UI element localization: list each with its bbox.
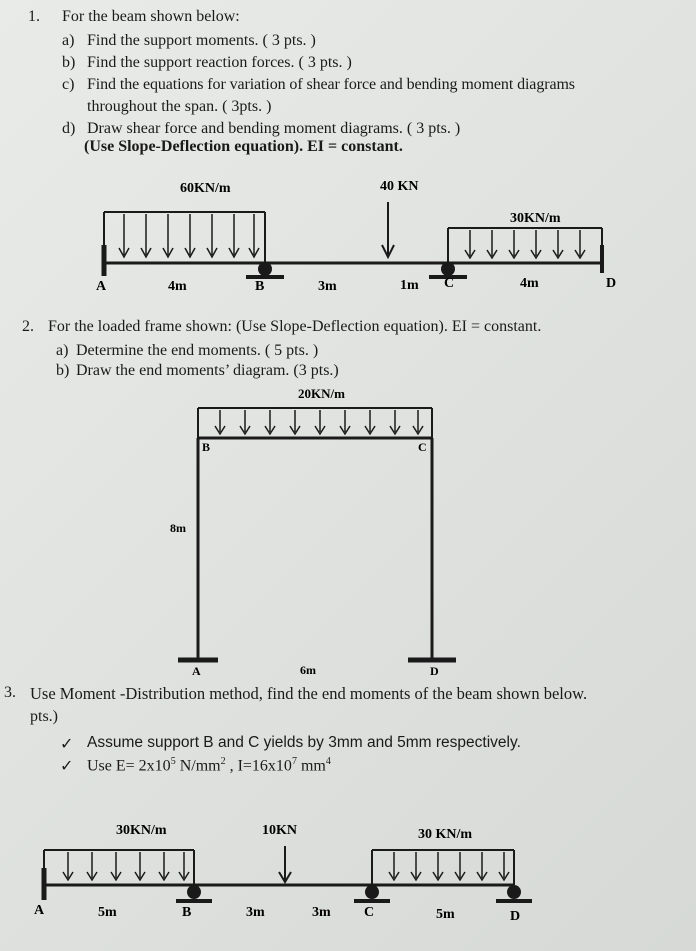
q3-span-b-load: 3m (246, 905, 265, 920)
q2-frame (198, 438, 432, 658)
q3-title: Use Moment -Distribution method, find the end moments of the beam shown below. (30, 684, 588, 703)
q1-span-cd: 4m (520, 276, 539, 291)
q3-span-ab: 5m (98, 905, 117, 920)
q2-load-20: 20KN/m (298, 386, 345, 401)
q1-point-load-40 (382, 202, 394, 257)
q1-load-40: 40 KN (380, 179, 419, 194)
q1-udl-60 (104, 212, 265, 265)
q2-item-b: Draw the end moments’ diagram. (3 pts.) (76, 362, 339, 379)
q1-item-d-label: d) (62, 120, 76, 137)
q1-load-30: 30KN/m (510, 211, 561, 226)
q1-item-c: Find the equations for variation of shear force and bending moment diagrams (87, 76, 575, 93)
q1-item-c-label: c) (62, 76, 75, 93)
q3-support-c-roller (354, 885, 390, 901)
q3-support-b-roller (176, 885, 212, 901)
q2-width: 6m (300, 663, 316, 677)
q1-span-b-load: 3m (318, 279, 337, 294)
q3-label-a: A (34, 903, 45, 918)
q3-i-prefix: , I=16x10 (225, 757, 292, 775)
q1-item-c-cont: throughout the span. ( 3pts. ) (87, 98, 272, 115)
q2-node-d: D (430, 664, 439, 678)
q3-check2-mark: ✓ (60, 758, 74, 775)
q3-i-unit: mm (296, 757, 326, 775)
q2-udl (198, 408, 432, 438)
q1-label-d: D (606, 276, 617, 291)
q1-udl-30 (448, 228, 602, 265)
q1-item-b-label: b) (62, 54, 76, 71)
q3-load-30a: 30KN/m (116, 823, 167, 838)
q3-check1: Assume support B and C yields by 3mm and 5mm respectively. (87, 734, 521, 751)
q3-point-load-10 (279, 846, 291, 882)
q1-span-load-c: 1m (400, 278, 419, 293)
q3-span-cd: 5m (436, 907, 455, 922)
q3-udl-right-arrows (389, 852, 509, 880)
q3-span-load-c: 3m (312, 905, 331, 920)
q3-check2 (87, 756, 331, 775)
q3-support-d-roller (496, 885, 532, 901)
q3-beam-diagram (0, 810, 696, 951)
q1-item-a: Find the support moments. ( 3 pts. ) (87, 32, 316, 49)
q3-load-10: 10KN (262, 823, 297, 838)
q2-node-c: C (418, 440, 427, 454)
q2-frame-diagram (0, 380, 696, 680)
q1-udl-30-arrows (465, 230, 585, 258)
q1-beam-diagram (0, 170, 696, 300)
q2-height: 8m (170, 521, 186, 535)
q3-udl-left-arrows (63, 852, 189, 880)
q1-load-60: 60KN/m (180, 181, 231, 196)
q3-e-unit: N/mm (175, 757, 221, 775)
q1-item-b: Find the support reaction forces. ( 3 pts. ) (87, 54, 352, 71)
q3-number: 3. (4, 684, 16, 701)
q3-i-unit-exp: 4 (325, 756, 331, 767)
q3-load-30b: 30 KN/m (418, 827, 473, 842)
q3-e-unit-exp: 2 (220, 756, 226, 767)
q2-number: 2. (22, 318, 34, 335)
q2-node-a: A (192, 664, 201, 678)
q3-e-exp: 5 (170, 756, 176, 767)
q1-title: For the beam shown below: (62, 8, 240, 25)
q2-udl-arrows (215, 410, 423, 434)
q1-label-a: A (96, 279, 107, 294)
q2-item-b-label: b) (56, 362, 70, 379)
q3-i-exp: 7 (291, 756, 297, 767)
q3-udl-left (44, 850, 194, 885)
q2-item-a: Determine the end moments. ( 5 pts. ) (76, 342, 319, 359)
q3-label-b: B (182, 905, 192, 920)
q2-item-a-label: a) (56, 342, 69, 359)
q2-title: For the loaded frame shown: (Use Slope-Deflection equation). EI = constant. (48, 318, 542, 335)
q1-span-ab: 4m (168, 279, 187, 294)
q3-check1-mark: ✓ (60, 736, 74, 753)
q1-label-c: C (444, 276, 455, 291)
q1-note: (Use Slope-Deflection equation). EI = constant. (84, 138, 403, 155)
q1-label-b: B (255, 279, 265, 294)
q2-node-b: B (202, 440, 211, 454)
q3-label-d: D (510, 909, 521, 924)
q3-label-c: C (364, 905, 375, 920)
q1-item-a-label: a) (62, 32, 75, 49)
q3-pts: pts.) (30, 708, 58, 725)
q1-udl-60-arrows (119, 214, 259, 257)
q1-item-d: Draw shear force and bending moment diagrams. ( 3 pts. ) (87, 120, 461, 137)
q1-number: 1. (28, 8, 40, 25)
q3-e-prefix: Use E= 2x10 (87, 757, 171, 775)
